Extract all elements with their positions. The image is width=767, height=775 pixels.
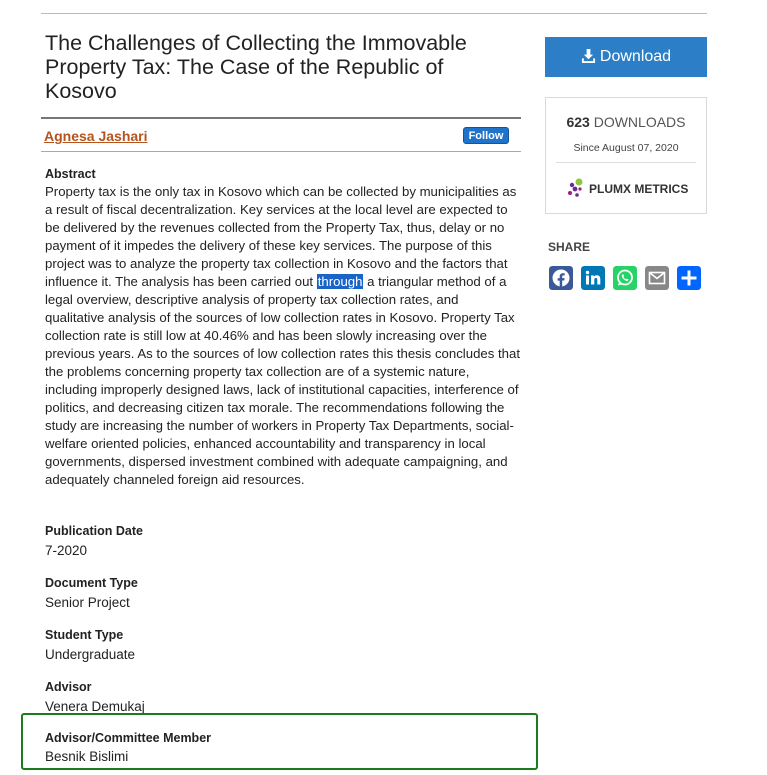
student-type-label: Student Type <box>45 628 124 642</box>
downloads-since: Since August 07, 2020 <box>573 142 679 154</box>
download-label: Download <box>599 48 672 65</box>
download-count <box>546 114 706 130</box>
abstract-text-before: Property tax is the only tax in Kosovo which can be collected by municipalities as a result of fiscal decentralization. Key services at the local level are expected to be delivered by the revenues collected from the Property Tax, thus, delay or no payment of it impedes the delivery of these key services. The purpose of this project was to analyze the property tax collection in Kosovo and the factors that influence it. The analysis has been carried out <box>45 184 517 289</box>
email-icon[interactable] <box>645 266 669 290</box>
committee-member-label: Advisor/Committee Member <box>45 731 212 745</box>
student-type-section <box>45 627 520 664</box>
advisor-section <box>45 679 520 716</box>
downloads-word: DOWNLOADS <box>593 114 686 130</box>
share-buttons <box>549 266 701 290</box>
share-icon[interactable] <box>677 266 701 290</box>
stats-divider <box>556 162 696 163</box>
publication-date-label: Publication Date <box>45 524 143 538</box>
top-divider <box>41 13 707 14</box>
committee-member-value: Besnik Bislimi <box>45 749 129 764</box>
document-type-value: Senior Project <box>45 595 130 610</box>
abstract-section <box>45 166 520 489</box>
selected-text: through <box>317 274 363 289</box>
author-link[interactable]: Agnesa Jashari <box>44 128 148 144</box>
publication-date-value: 7-2020 <box>45 543 88 558</box>
linkedin-icon[interactable] <box>581 266 605 290</box>
facebook-icon[interactable] <box>549 266 573 290</box>
follow-button[interactable]: Follow <box>463 127 509 144</box>
download-count-number: 623 <box>566 114 590 130</box>
publication-date-section <box>45 523 520 560</box>
plumx-icon <box>566 178 586 198</box>
document-type-label: Document Type <box>45 576 138 590</box>
download-stats <box>545 97 707 214</box>
share-label: SHARE <box>548 240 591 254</box>
document-type-section <box>45 575 520 612</box>
abstract-text <box>45 183 520 489</box>
plumx-metrics-link[interactable] <box>566 178 688 198</box>
student-type-value: Undergraduate <box>45 647 136 662</box>
committee-member-section <box>45 730 520 766</box>
download-button[interactable] <box>545 37 707 77</box>
download-icon <box>581 48 596 63</box>
author-bar <box>41 117 521 152</box>
advisor-label: Advisor <box>45 680 92 694</box>
plumx-label: PLUMX METRICS <box>589 182 689 196</box>
page-title: The Challenges of Collecting the Immovable Property Tax: The Case of the Republic of Kosovo <box>45 31 467 103</box>
abstract-label: Abstract <box>45 167 96 181</box>
advisor-value: Venera Demukaj <box>45 699 145 714</box>
whatsapp-icon[interactable] <box>613 266 637 290</box>
abstract-text-after: a triangular method of a legal overview, descriptive analysis of property tax collection rates, and qualitative analysis of the sources of low collection rates in Kosovo. Property Tax collection rate is still low at 40.46% and has been slowly increasing over the previous years. As to the sources of low collection rates this thesis concludes that the problems concerning property tax collection are of a systemic nature, including improperly designed laws, lack of institutional capacities, interference of politics, and decreasing citizen tax morale. The recommendations following the study are increasing the number of workers in Property Tax Departments, social-welfare oriented policies, enhanced accountability and transparency in local governments, dispersed investment combined with adequate campaigning, and adequately channeled foreign aid resources. <box>45 274 520 487</box>
